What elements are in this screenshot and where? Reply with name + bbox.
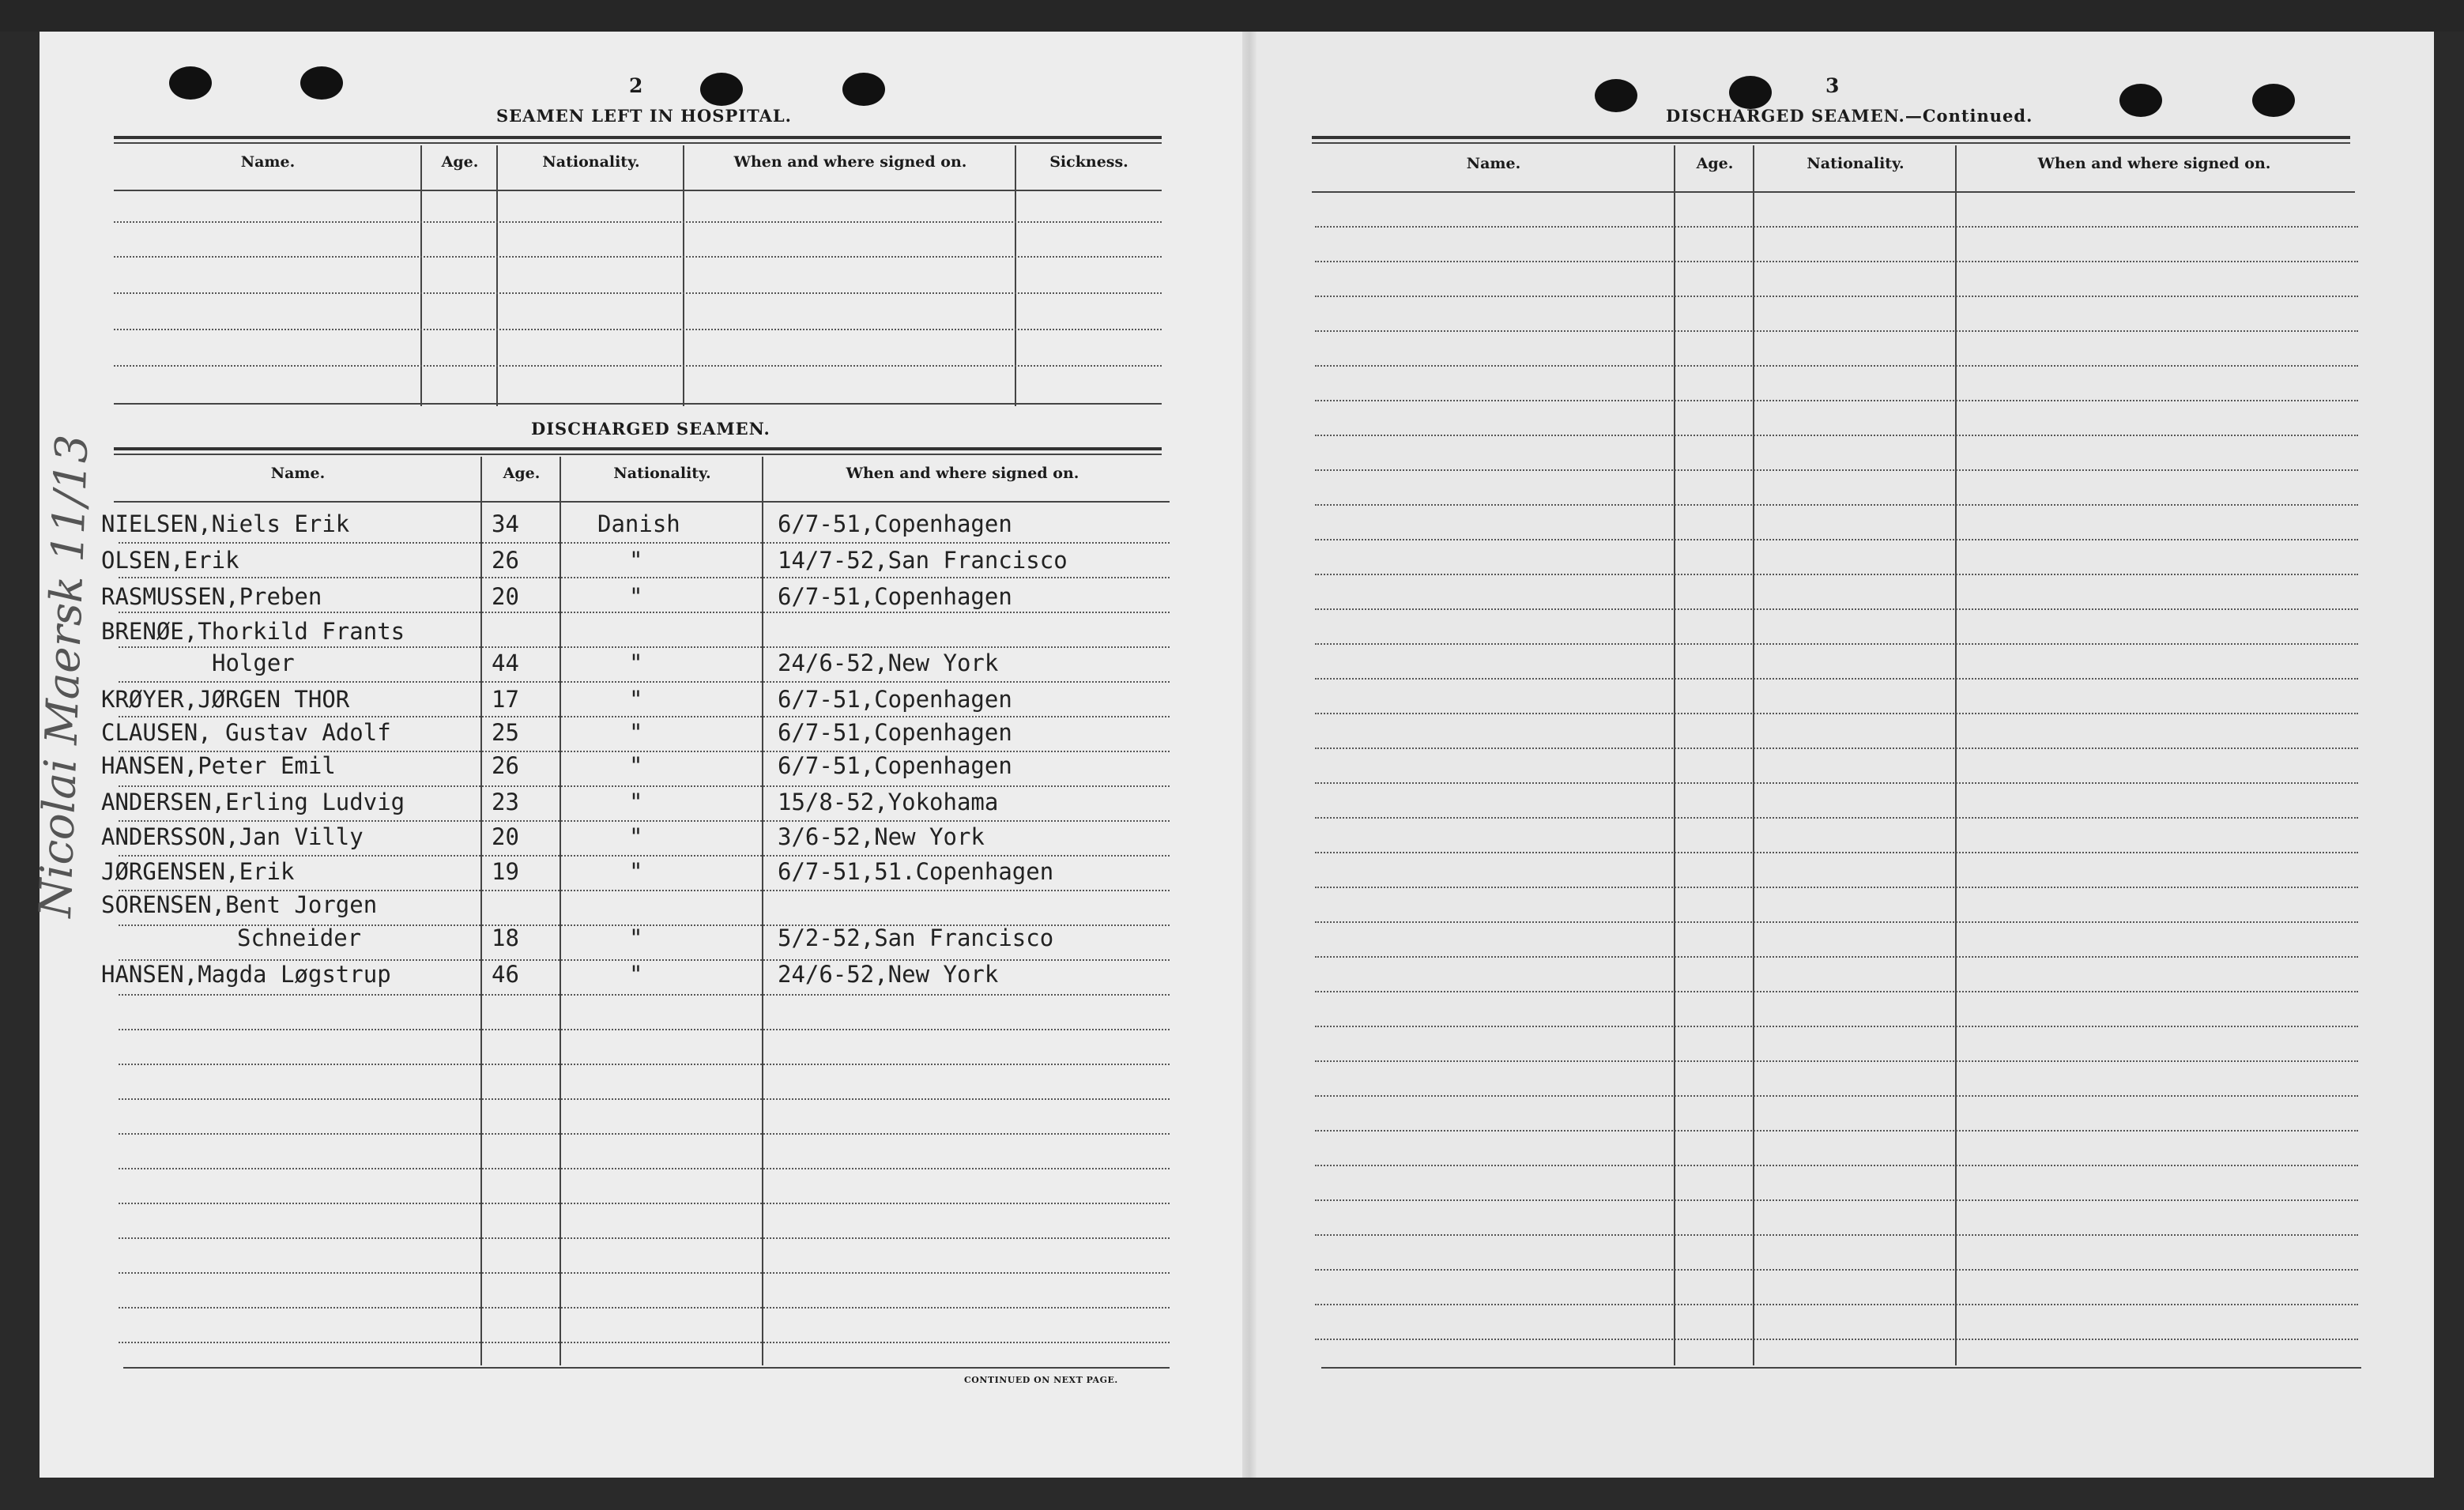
col-header-age: Age.: [503, 465, 541, 482]
ruled-line: [114, 292, 1162, 294]
punch-hole: [169, 66, 212, 100]
ruled-line: [1315, 852, 2358, 853]
seaman-name: BRENØE,Thorkild Frants: [101, 618, 405, 645]
seaman-age: 23: [492, 789, 519, 815]
ruled-line: [1315, 1234, 2358, 1236]
seaman-nationality: ": [629, 823, 643, 850]
rule: [114, 136, 1162, 139]
seaman-name: OLSEN,Erik: [101, 547, 239, 574]
seaman-nationality: ": [629, 752, 643, 779]
rule: [114, 142, 1162, 144]
ruled-line: [114, 329, 1162, 330]
ruled-line: [114, 256, 1162, 258]
ruled-line: [1315, 539, 2358, 540]
seaman-signed-on: 24/6-52,New York: [778, 650, 999, 676]
seaman-age: 46: [492, 961, 519, 988]
col-header-signed-on: When and where signed on.: [733, 153, 967, 171]
discharged-section-title: DISCHARGED SEAMEN.: [531, 419, 770, 439]
seaman-age: 44: [492, 650, 519, 676]
ruled-line: [1315, 574, 2358, 575]
ruled-line: [1315, 1060, 2358, 1062]
seaman-nationality: ": [629, 686, 643, 713]
seaman-signed-on: 6/7-51,51.Copenhagen: [778, 858, 1054, 885]
ruled-line: [1315, 1165, 2358, 1166]
rule: [114, 454, 1162, 455]
ruled-line: [1315, 608, 2358, 610]
seaman-age: 18: [492, 924, 519, 951]
ruled-line: [1315, 747, 2358, 749]
rule: [114, 190, 1162, 191]
seaman-age: 26: [492, 547, 519, 574]
col-header-age: Age.: [1696, 155, 1734, 172]
seaman-signed-on: 14/7-52,San Francisco: [778, 547, 1068, 574]
ruled-line: [119, 542, 1170, 544]
ruled-line: [119, 1098, 1170, 1100]
seaman-signed-on: 5/2-52,San Francisco: [778, 924, 1054, 951]
column-divider: [1753, 145, 1754, 1365]
seaman-nationality: Danish: [597, 510, 680, 537]
punch-hole: [700, 73, 743, 106]
ruled-line: [1315, 1269, 2358, 1271]
seaman-name: JØRGENSEN,Erik: [101, 858, 295, 885]
col-header-signed-on: When and where signed on.: [2037, 155, 2271, 172]
ruled-line: [119, 1237, 1170, 1239]
punch-hole: [300, 66, 343, 100]
seaman-signed-on: 6/7-51,Copenhagen: [778, 686, 1012, 713]
seaman-nationality: ": [629, 858, 643, 885]
ruled-line: [119, 1133, 1170, 1135]
seaman-age: 26: [492, 752, 519, 779]
seaman-name: RASMUSSEN,Preben: [101, 583, 322, 610]
seaman-age: 19: [492, 858, 519, 885]
seaman-nationality: ": [629, 547, 643, 574]
rule: [1312, 142, 2350, 144]
ruled-line: [1315, 1304, 2358, 1305]
column-divider: [559, 457, 561, 1365]
ruled-line: [114, 365, 1162, 367]
col-header-nationality: Nationality.: [1807, 155, 1905, 172]
page-fold: [1242, 32, 1256, 1478]
seaman-name: NIELSEN,Niels Erik: [101, 510, 350, 537]
rule: [1321, 1367, 2361, 1369]
ruled-line: [119, 681, 1170, 683]
ruled-line: [119, 1307, 1170, 1309]
seaman-name: CLAUSEN, Gustav Adolf: [101, 719, 391, 746]
column-divider: [1674, 145, 1675, 1365]
column-divider: [420, 145, 422, 406]
seaman-name: Holger: [212, 650, 295, 676]
ruled-line: [1315, 643, 2358, 645]
col-header-name: Name.: [270, 465, 326, 482]
punch-hole: [2252, 84, 2295, 117]
ruled-line: [119, 751, 1170, 752]
seaman-signed-on: 6/7-51,Copenhagen: [778, 752, 1012, 779]
seaman-signed-on: 6/7-51,Copenhagen: [778, 583, 1012, 610]
ruled-line: [1315, 1130, 2358, 1132]
ruled-line: [1315, 400, 2358, 401]
continued-note: CONTINUED ON NEXT PAGE.: [964, 1375, 1118, 1385]
punch-hole: [842, 73, 885, 106]
ruled-line: [1315, 1339, 2358, 1340]
ruled-line: [119, 716, 1170, 717]
seaman-age: 25: [492, 719, 519, 746]
seaman-name: KRØYER,JØRGEN THOR: [101, 686, 350, 713]
ruled-line: [119, 994, 1170, 996]
seaman-nationality: ": [629, 719, 643, 746]
seaman-signed-on: 6/7-51,Copenhagen: [778, 719, 1012, 746]
ruled-line: [1315, 435, 2358, 436]
col-header-nationality: Nationality.: [613, 465, 711, 482]
page-number: 2: [629, 74, 643, 97]
ruled-line: [1315, 504, 2358, 506]
rule: [114, 403, 1162, 405]
scan-border: [0, 0, 2464, 32]
column-divider: [1015, 145, 1016, 406]
seaman-name: ANDERSSON,Jan Villy: [101, 823, 364, 850]
ruled-line: [119, 1342, 1170, 1343]
seaman-age: 34: [492, 510, 519, 537]
ruled-line: [1315, 817, 2358, 819]
column-divider: [1955, 145, 1957, 1365]
ruled-line: [1315, 956, 2358, 958]
ruled-line: [1315, 226, 2358, 228]
ruled-line: [119, 959, 1170, 961]
seaman-signed-on: 3/6-52,New York: [778, 823, 985, 850]
ruled-line: [1315, 365, 2358, 367]
ruled-line: [1315, 296, 2358, 297]
ruled-line: [1315, 469, 2358, 471]
punch-hole: [1729, 76, 1772, 109]
discharged-continued-title: DISCHARGED SEAMEN.—Continued.: [1666, 106, 2033, 126]
handwritten-note: Nicolai Maersk 11/13: [30, 433, 99, 919]
right-page: [1249, 32, 2434, 1478]
seaman-name: SORENSEN,Bent Jorgen: [101, 891, 378, 918]
ruled-line: [119, 785, 1170, 787]
col-header-age: Age.: [441, 153, 479, 171]
ruled-line: [1315, 1095, 2358, 1097]
col-header-name: Name.: [1466, 155, 1521, 172]
seaman-nationality: ": [629, 789, 643, 815]
column-divider: [683, 145, 684, 406]
column-divider: [762, 457, 763, 1365]
seaman-nationality: ": [629, 961, 643, 988]
seaman-signed-on: 6/7-51,Copenhagen: [778, 510, 1012, 537]
ruled-line: [1315, 1199, 2358, 1201]
col-header-sickness: Sickness.: [1049, 153, 1128, 171]
column-divider: [480, 457, 482, 1365]
seaman-name: Schneider: [237, 924, 362, 951]
hospital-section-title: SEAMEN LEFT IN HOSPITAL.: [496, 106, 792, 126]
seaman-name: HANSEN,Magda Løgstrup: [101, 961, 391, 988]
ruled-line: [1315, 921, 2358, 923]
ruled-line: [119, 890, 1170, 891]
page-number: 3: [1825, 74, 1840, 97]
ruled-line: [119, 646, 1170, 648]
ruled-line: [119, 924, 1170, 926]
ruled-line: [119, 1203, 1170, 1204]
column-divider: [496, 145, 498, 406]
col-header-signed-on: When and where signed on.: [846, 465, 1079, 482]
ruled-line: [1315, 991, 2358, 992]
seaman-age: 20: [492, 823, 519, 850]
seaman-nationality: ": [629, 650, 643, 676]
seaman-name: ANDERSEN,Erling Ludvig: [101, 789, 405, 815]
seaman-age: 20: [492, 583, 519, 610]
ruled-line: [119, 577, 1170, 578]
col-header-nationality: Nationality.: [542, 153, 640, 171]
seaman-age: 17: [492, 686, 519, 713]
rule: [1312, 191, 2355, 193]
rule: [123, 1367, 1170, 1369]
ruled-line: [114, 221, 1162, 223]
ruled-line: [1315, 782, 2358, 784]
ruled-line: [119, 1064, 1170, 1065]
rule: [1312, 136, 2350, 139]
ruled-line: [1315, 887, 2358, 888]
ruled-line: [119, 1168, 1170, 1169]
ruled-line: [1315, 330, 2358, 332]
ruled-line: [119, 820, 1170, 822]
ruled-line: [119, 855, 1170, 857]
col-header-name: Name.: [240, 153, 296, 171]
punch-hole: [1595, 79, 1637, 112]
seaman-name: HANSEN,Peter Emil: [101, 752, 336, 779]
seaman-signed-on: 15/8-52,Yokohama: [778, 789, 999, 815]
ruled-line: [119, 612, 1170, 613]
seaman-nationality: ": [629, 924, 643, 951]
punch-hole: [2119, 84, 2162, 117]
ruled-line: [1315, 1026, 2358, 1027]
rule: [114, 501, 1170, 503]
ruled-line: [1315, 261, 2358, 262]
ruled-line: [1315, 713, 2358, 714]
seaman-nationality: ": [629, 583, 643, 610]
ruled-line: [1315, 678, 2358, 680]
rule: [114, 447, 1162, 450]
ruled-line: [119, 1029, 1170, 1030]
seaman-signed-on: 24/6-52,New York: [778, 961, 999, 988]
ruled-line: [119, 1272, 1170, 1274]
